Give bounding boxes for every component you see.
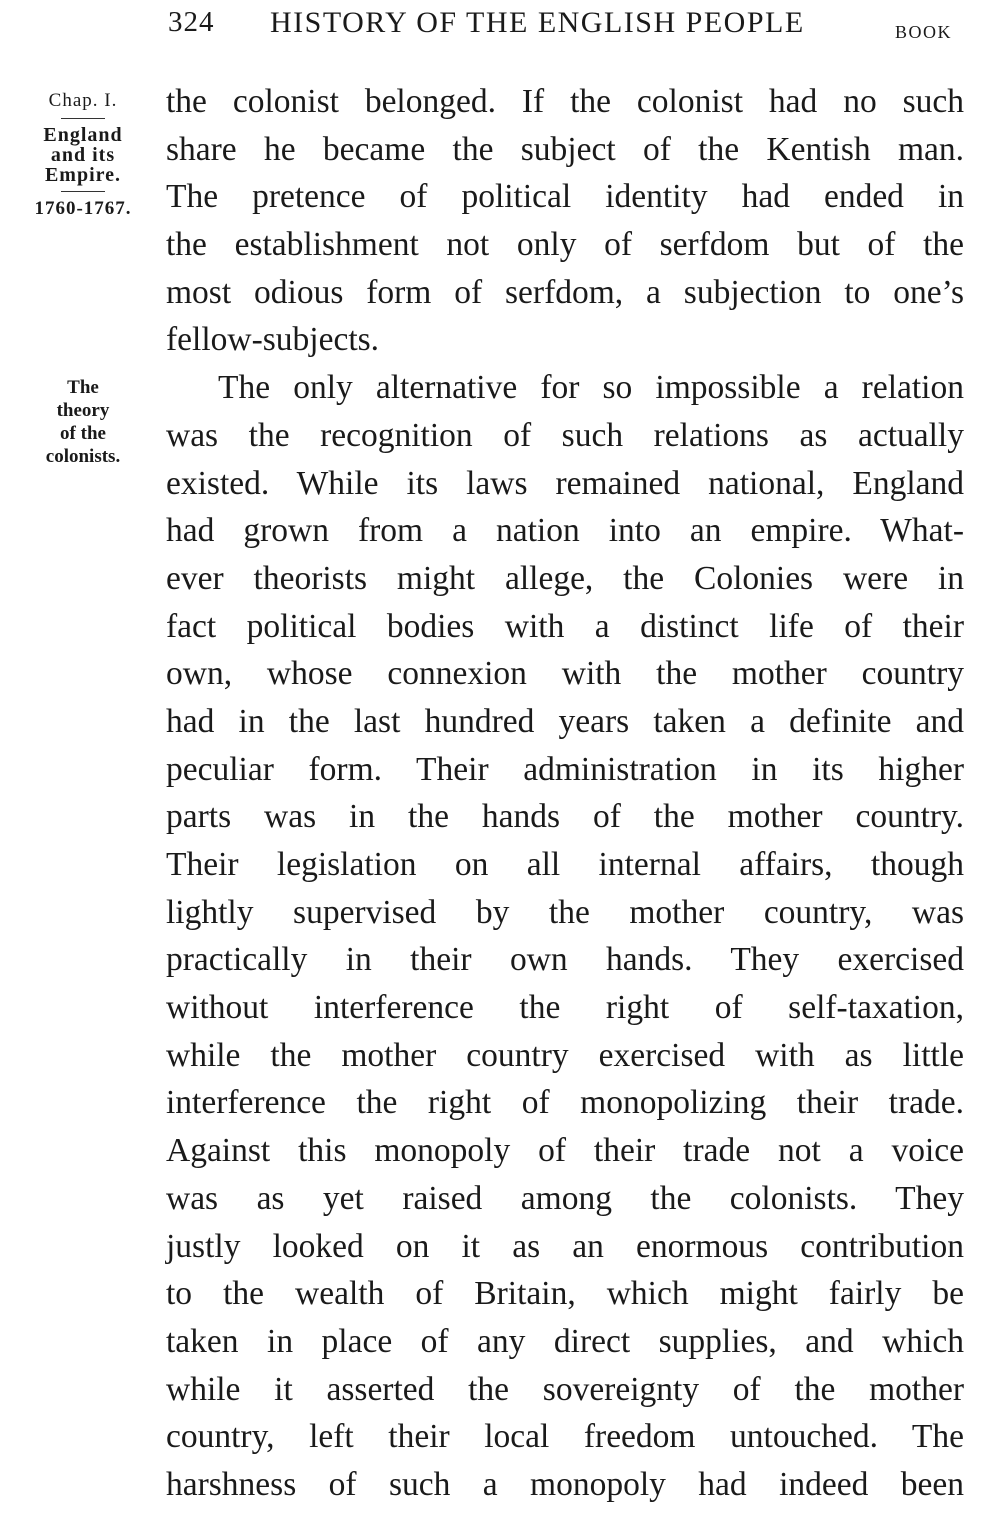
- text-line: most odious form of serfdom, a subjection to one’s: [166, 273, 964, 311]
- text-line: lightly supervised by the mother country, was: [166, 893, 964, 931]
- text-line: to the wealth of Britain, which might fairly be: [166, 1275, 964, 1313]
- side-note: [18, 376, 148, 468]
- text-line: without interference the right of self-taxation,: [166, 989, 964, 1027]
- side-note-line: colonists.: [45, 446, 121, 467]
- chapter-marginal: [18, 90, 148, 220]
- text-line: while the mother country exercised with as little: [166, 1036, 964, 1074]
- text-line: own, whose connexion with the mother country: [166, 655, 964, 693]
- page-header: [0, 4, 1000, 48]
- text-line: justly looked on it as an enormous contribution: [166, 1227, 964, 1265]
- text-line: interference the right of monopolizing their trade.: [166, 1084, 964, 1122]
- text-line: was as yet raised among the colonists. They: [166, 1179, 964, 1217]
- section-title-line: England: [43, 124, 123, 146]
- text-line: peculiar form. Their administration in its higher: [166, 750, 964, 788]
- text-line: fact political bodies with a distinct life of their: [166, 607, 964, 645]
- text-line: practically in their own hands. They exercised: [166, 941, 964, 979]
- text-line: the establishment not only of serfdom but of the: [166, 226, 964, 264]
- side-note-line: theory: [56, 400, 110, 421]
- text-line: while it asserted the sovereignty of the mother: [166, 1370, 964, 1408]
- section-title: [18, 125, 148, 185]
- text-line: parts was in the hands of the mother country.: [166, 798, 964, 836]
- text-line: share he became the subject of the Kentish man.: [166, 130, 964, 168]
- text-line: the colonist belonged. If the colonist had no such: [166, 83, 964, 120]
- text-line: taken in place of any direct supplies, and which: [166, 1322, 964, 1360]
- page-number: 324: [168, 6, 215, 38]
- text-line: had grown from a nation into an empire. What-: [166, 512, 964, 550]
- section-title-line: Empire.: [44, 164, 122, 186]
- side-note-line: of the: [60, 423, 106, 444]
- text-line: existed. While its laws remained national, England: [166, 464, 964, 502]
- text-line: had in the last hundred years taken a definite and: [166, 702, 964, 740]
- margin-rule: [61, 118, 105, 119]
- text-line: was the recognition of such relations as actually: [166, 416, 964, 454]
- text-line: fellow-subjects.: [166, 321, 380, 359]
- text-line: ever theorists might allege, the Colonies were in: [166, 559, 964, 597]
- chapter-label: Chap. I.: [48, 90, 118, 111]
- year-range: 1760-1767.: [34, 198, 132, 219]
- book-label: BOOK: [895, 22, 953, 42]
- side-note-line: The: [67, 377, 99, 398]
- text-line: The pretence of political identity had ended in: [166, 178, 964, 216]
- text-line: The only alternative for so impossible a relation: [218, 369, 964, 407]
- text-line: Against this monopoly of their trade not a voice: [166, 1132, 964, 1170]
- text-line: country, left their local freedom untouched. The: [166, 1418, 964, 1456]
- text-line: Their legislation on all internal affairs, though: [166, 846, 964, 883]
- running-title: HISTORY OF THE ENGLISH PEOPLE: [270, 6, 805, 39]
- margin-rule: [61, 191, 105, 192]
- section-title-line: and its: [50, 144, 116, 166]
- text-line: harshness of such a monopoly had indeed been: [166, 1465, 964, 1503]
- body-text: [166, 78, 964, 1509]
